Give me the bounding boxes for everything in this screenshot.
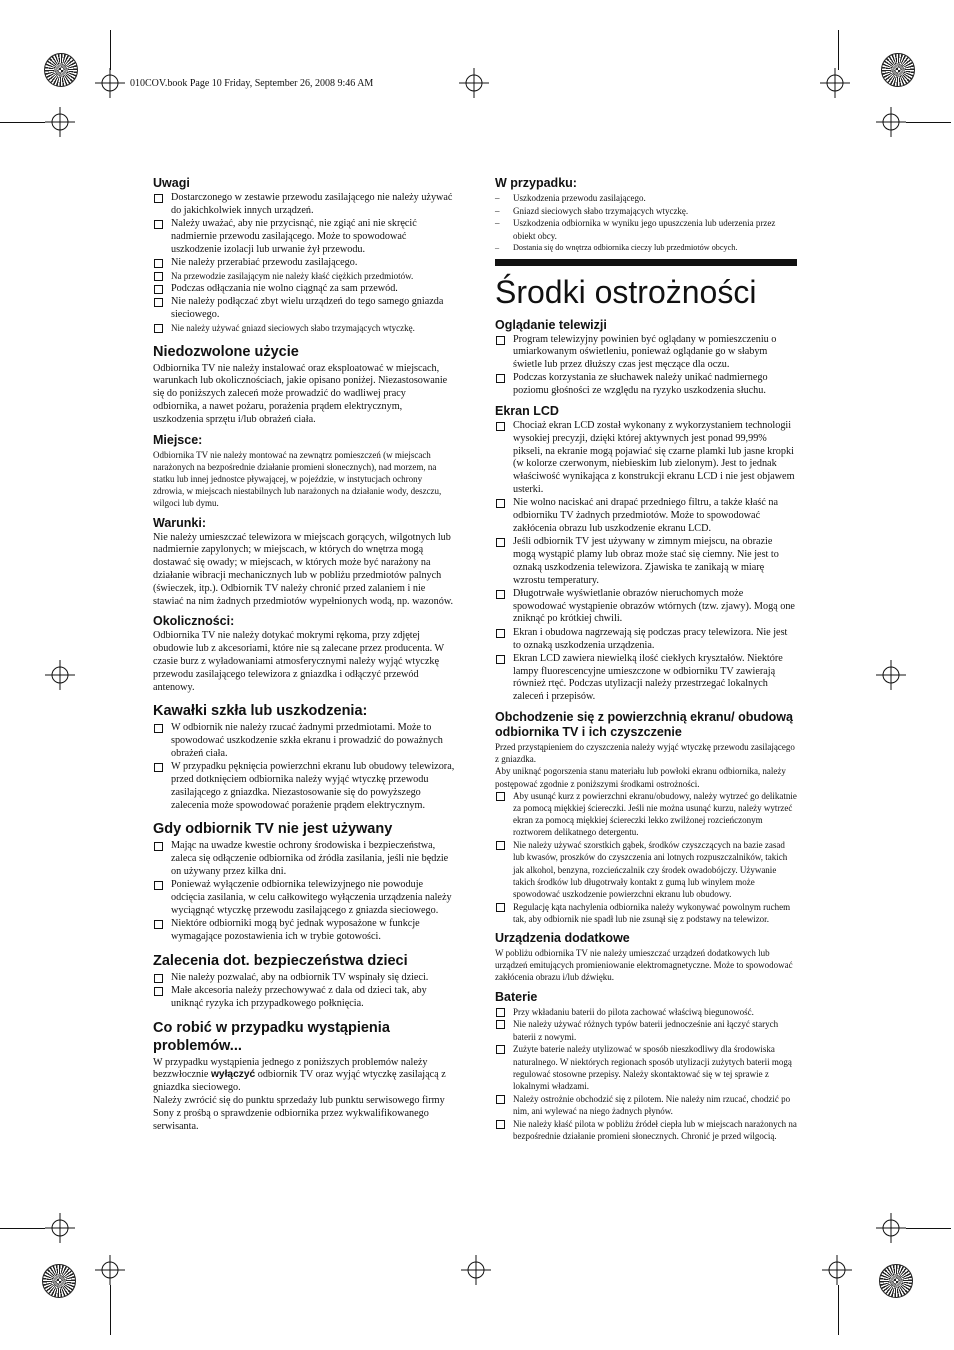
text-run: odbiornik TV oraz wyjąć wtyczkę zasilającą z gniazdka sieciowego. <box>153 1069 446 1094</box>
gdy-list <box>153 840 455 943</box>
list-item: W odbiornik nie należy rzucać żadnymi przedmiotami. Może to spowodować uszkodzenie szkła ekranu i prowadzić do poważnych obrażeń ciała. <box>153 722 455 760</box>
print-header: 010COV.book Page 10 Friday, September 26, 2008 9:46 AM <box>130 78 374 89</box>
list-item: Nie należy używać różnych typów baterii jednocześnie ani łączyć starych baterii z nowymi. <box>495 1018 797 1042</box>
registration-mark-icon <box>820 68 850 98</box>
color-rosette-bottom-left <box>42 1264 76 1298</box>
page-title: Środki ostrożności <box>495 259 797 312</box>
list-item: Małe akcesoria należy przechowywać z dala od dzieci tak, aby uniknąć ryzyka ich przypadkowego połknięcia. <box>153 985 455 1011</box>
color-rosette-top-left <box>44 53 78 87</box>
section-heading: Miejsce: <box>153 432 203 447</box>
list-item: Dostarczonego w zestawie przewodu zasilającego nie należy używać do jakichkolwiek innych urządzeń. <box>153 192 455 218</box>
list-item: Nie należy przerabiać przewodu zasilającego. <box>153 257 455 270</box>
section-heading: Zalecenia dot. bezpieczeństwa dzieci <box>153 952 408 969</box>
section-heading: Obchodzenie się z powierzchnią ekranu/ obudową odbiornika TV i ich czyszczenie <box>495 710 793 740</box>
paragraph: Odbiornika TV nie należy montować na zewnątrz pomieszczeń (w miejscach narażonych na bezpośrednie działanie promieni słonecznych), nad morzem, na statku lub innej jednostce pływającej, w pojeździe, w instytucjach ochrony zdrowia, w miejscach niestabilnych lub narażonych na działanie wody, deszczu, wilgoci lub dymu. <box>153 449 442 509</box>
section-heading: Co robić w przypadku wystąpienia problemów... <box>153 1019 390 1054</box>
paragraph: Przed przystąpieniem do czyszczenia należy wyjąć wtyczkę przewodu zasilającego z gniazdka. <box>495 742 795 765</box>
paragraph: Aby uniknąć pogorszenia stanu materiału lub powłoki ekranu odbiornika, należy postępować zgodnie z poniższymi środkami ostrożności. <box>495 766 786 789</box>
color-rosette-top-right <box>881 53 915 87</box>
kawalki-list <box>153 722 455 812</box>
section-heading: Urządzenia dodatkowe <box>495 931 630 946</box>
list-item: Chociaż ekran LCD został wykonany z wykorzystaniem technologii wysokiej precyzji, dzięki której aktywnych jest ponad 99,99% pikseli, na ekranie mogą pojawiać się czarne plamki lub jasne kropki (w kolorze czerwonym, niebieskim lub zielonym). Jest to jednak właściwość wynikająca z konstrukcji ekranu LCD i nie jest objawem usterki. <box>495 420 797 497</box>
list-item: Należy uważać, aby nie przycisnąć, nie zgiąć ani nie skręcić nadmiernie przewodu zasilającego. Może to spowodować uszkodzenie izolacji lub urwanie żył przewodu. <box>153 218 455 256</box>
list-item: Podczas korzystania ze słuchawek należy unikać nadmiernego poziomu głośności ze względu na ryzyko uszkodzenia słuchu. <box>495 372 797 398</box>
crop-mark <box>0 122 45 123</box>
registration-mark-icon <box>876 660 906 690</box>
list-item: Nie należy kłaść pilota w pobliżu źródeł ciepła lub w miejscach narażonych na bezpośrednie działanie promieni słonecznych. Chronić je przed wilgocią. <box>495 1118 797 1142</box>
crop-mark <box>838 1285 839 1335</box>
list-item: – Gniazd sieciowych słabo trzymających wtyczkę. <box>495 205 797 217</box>
list-item: Jeśli odbiornik TV jest używany w zimnym miejscu, na obrazie mogą wystąpić plamy lub obraz może stać się ciemny. Nie jest to oznaką uszkodzenia telewizora. Zjawiska te zanikają w miarę wzrostu temperatury. <box>495 536 797 587</box>
section-heading: Warunki: <box>153 515 207 530</box>
list-item: Ponieważ wyłączenie odbiornika telewizyjnego nie powoduje odcięcia zasilania, w celu całkowitego wyłączenia urządzenia należy wyciągnąć wtyczkę przewodu zasilającego z gniazda sieciowego. <box>153 879 455 917</box>
color-rosette-bottom-right <box>879 1264 913 1298</box>
registration-mark-icon <box>876 1213 906 1243</box>
section-heading: W przypadku: <box>495 176 577 190</box>
registration-mark-icon <box>45 660 75 690</box>
list-item: – Uszkodzenia odbiornika w wyniku jego upuszczenia lub uderzenia przez obiekt obcy. <box>495 217 797 241</box>
paragraph <box>153 1057 455 1095</box>
wprzypadku-list <box>495 192 797 255</box>
section-heading: Uwagi <box>153 176 190 190</box>
registration-mark-icon <box>95 1255 125 1285</box>
baterie-list <box>495 1006 797 1142</box>
list-item: Na przewodzie zasilającym nie należy kłaść ciężkich przedmiotów. <box>153 270 455 282</box>
section-heading: Gdy odbiornik TV nie jest używany <box>153 821 393 838</box>
list-item: Niektóre odbiorniki mogą być jednak wyposażone w funkcje wymagające pozostawienia ich w trybie gotowości. <box>153 918 455 944</box>
crop-mark <box>838 30 839 70</box>
list-item: – Uszkodzenia przewodu zasilającego. <box>495 192 797 204</box>
crop-mark <box>906 1228 951 1229</box>
list-item: Nie należy używać szorstkich gąbek, środków czyszczących na bazie zasad lub kwasów, proszków do czyszczenia ani lotnych rozpuszczalników, takich jak alkohol, benzyna, rozcieńczalnik czy środek owadobójczy. Używanie takich środków lub długotrwały kontakt z gumą lub winylem może spowodować uszkodzenie powierzchni ekranu lub obudowy. <box>495 839 797 900</box>
list-item: Nie wolno naciskać ani drapać przedniego filtru, a także kłaść na odbiorniku TV żadnych przedmiotów. Może to spowodować zakłócenia obrazu lub uszkodzenie ekranu LCD. <box>495 497 797 535</box>
list-item: Program telewizyjny powinien być oglądany w pomieszczeniu o umiarkowanym oświetleniu, ponieważ oglądanie go w słabym świetle lub przez dłuższy czas jest męczące dla oczu. <box>495 334 797 372</box>
section-heading: Kawałki szkła lub uszkodzenia: <box>153 703 368 720</box>
obchodzenie-list <box>495 790 797 925</box>
list-item: Aby usunąć kurz z powierzchni ekranu/obudowy, należy wytrzeć go delikatnie za pomocą miękkiej ściereczki. Jeśli nie można usunąć kurzu, należy wytrzeć ekran za pomocą miękkiej ściereczki lekko zwilżonej rozcieńczonym roztworem delikatnego detergentu. <box>495 790 797 839</box>
list-item: Nie należy podłączać zbyt wielu urządzeń do tego samego gniazda sieciowego. <box>153 296 455 322</box>
list-item: Podczas odłączania nie wolno ciągnąć za sam przewód. <box>153 283 455 296</box>
registration-mark-icon <box>45 107 75 137</box>
registration-mark-icon <box>461 1255 491 1285</box>
section-heading: Baterie <box>495 989 538 1004</box>
list-item: – Dostania się do wnętrza odbiornika cieczy lub przedmiotów obcych. <box>495 242 797 254</box>
list-item: Nie należy używać gniazd sieciowych słabo trzymających wtyczkę. <box>153 322 455 334</box>
text-run: W przypadku wystąpienia jednego z poniższych problemów należy bezzwłocznie <box>153 1056 428 1081</box>
left-column <box>153 170 455 1133</box>
crop-mark <box>110 30 111 70</box>
ogladanie-list <box>495 334 797 398</box>
list-item: Zużyte baterie należy utylizować w sposób nieszkodliwy dla środowiska naturalnego. W niektórych regionach sposób utylizacji zużytych baterii mogą regulować stosowne przepisy. Należy skontaktować się w tej sprawie z lokalnymi władzami. <box>495 1043 797 1092</box>
section-heading: Ekran LCD <box>495 404 559 418</box>
crop-mark <box>0 1228 45 1229</box>
section-heading: Niedozwolone użycie <box>153 343 299 360</box>
section-heading: Okoliczności: <box>153 614 235 629</box>
uwagi-list <box>153 192 455 335</box>
paragraph: W pobliżu odbiornika TV nie należy umieszczać urządzeń dodatkowych lub urządzeń emitujących promieniowanie elektromagnetyczne. Może to spowodować zakłócenia obrazu i/lub dźwięku. <box>495 948 793 983</box>
registration-mark-icon <box>822 1255 852 1285</box>
crop-mark <box>110 1285 111 1335</box>
crop-mark <box>906 122 951 123</box>
list-item: Mając na uwadze kwestie ochrony środowiska i bezpieczeństwa, zaleca się odłączenie odbiornika od źródła zasilania, jeśli nie będzie on używany przez kilka dni. <box>153 840 455 878</box>
bold-text: wyłączyć <box>210 1069 256 1081</box>
dzieci-list <box>153 972 455 1011</box>
registration-mark-icon <box>45 1213 75 1243</box>
paragraph: Nie należy umieszczać telewizora w miejscach gorących, wilgotnych lub nadmiernie zapylonych; w miejscach, w których do wnętrza mogą dostawać się owady; w miejscach, w których może być narażony na działanie wibracji mechanicznych lub w pobliżu przedmiotów palnych (świeczek, itp.). Odbiornik TV należy chronić przed zalaniem i nie stawiać na nim żadnych przedmiotów wypełnionych wodą, np. wazonów. <box>153 531 454 607</box>
list-item: Ekran LCD zawiera niewielką ilość ciekłych kryształów. Niektóre lampy fluorescencyjne umieszczone w odbiorniku TV zawierają również rtęć. Podczas utylizacji należy przestrzegać lokalnych zaleceń i przepisów. <box>495 653 797 704</box>
paragraph: Odbiornika TV nie należy instalować oraz eksploatować w miejscach, warunkach lub okolicznościach, jakie opisano poniżej. Niezastosowanie się do poniższych zaleceń może prowadzić do wadliwej pracy odbiornika, a nawet pożaru, porażenia prądem elektrycznym, uszkodzenia sprzętu i/lub obrażeń ciała. <box>153 362 448 425</box>
ekran-list <box>495 420 797 704</box>
paragraph: Należy zwrócić się do punktu sprzedaży lub punktu serwisowego firmy Sony z prośbą o sprawdzenie odbiornika przez wykwalifikowanego serwisanta. <box>153 1095 445 1132</box>
section-heading: Oglądanie telewizji <box>495 317 607 332</box>
list-item: Długotrwałe wyświetlanie obrazów nieruchomych może spowodować wystąpienie obrazów wtórnych (tzw. zjawy). Mogą one zniknąć po krótkiej chwili. <box>495 588 797 626</box>
paragraph: Odbiornika TV nie należy dotykać mokrymi rękoma, przy zdjętej obudowie lub z akcesoriami, które nie są zalecane przez producenta. W czasie burz z wyładowaniami atmosferycznymi należy wyjąć wtyczkę przewodu zasilającego telewizora z gniazdka i odłączyć przewód antenowy. <box>153 630 444 693</box>
list-item: Regulację kąta nachylenia odbiornika należy wykonywać powolnym ruchem tak, aby odbiornik nie spadł lub nie zsunął się z podstawy na telewizor. <box>495 901 797 925</box>
list-item: Przy wkładaniu baterii do pilota zachować właściwą biegunowość. <box>495 1006 797 1018</box>
list-item: W przypadku pęknięcia powierzchni ekranu lub obudowy telewizora, przed dotknięciem odbiornika należy wyjąć wtyczkę przewodu zasilającego z gniazdka. Niezastosowanie się do powyższego zalecenia może spowodować porażenie prądem elektrycznym. <box>153 761 455 812</box>
right-column <box>495 170 797 1142</box>
list-item: Ekran i obudowa nagrzewają się podczas pracy telewizora. Nie jest to oznaką uszkodzenia urządzenia. <box>495 627 797 653</box>
registration-mark-icon <box>876 107 906 137</box>
list-item: Nie należy pozwalać, aby na odbiornik TV wspinały się dzieci. <box>153 972 455 985</box>
registration-mark-icon <box>95 68 125 98</box>
registration-mark-icon <box>459 68 489 98</box>
list-item: Należy ostrożnie obchodzić się z pilotem. Nie należy nim rzucać, chodzić po nim, ani wylewać na niego żadnych płynów. <box>495 1093 797 1117</box>
